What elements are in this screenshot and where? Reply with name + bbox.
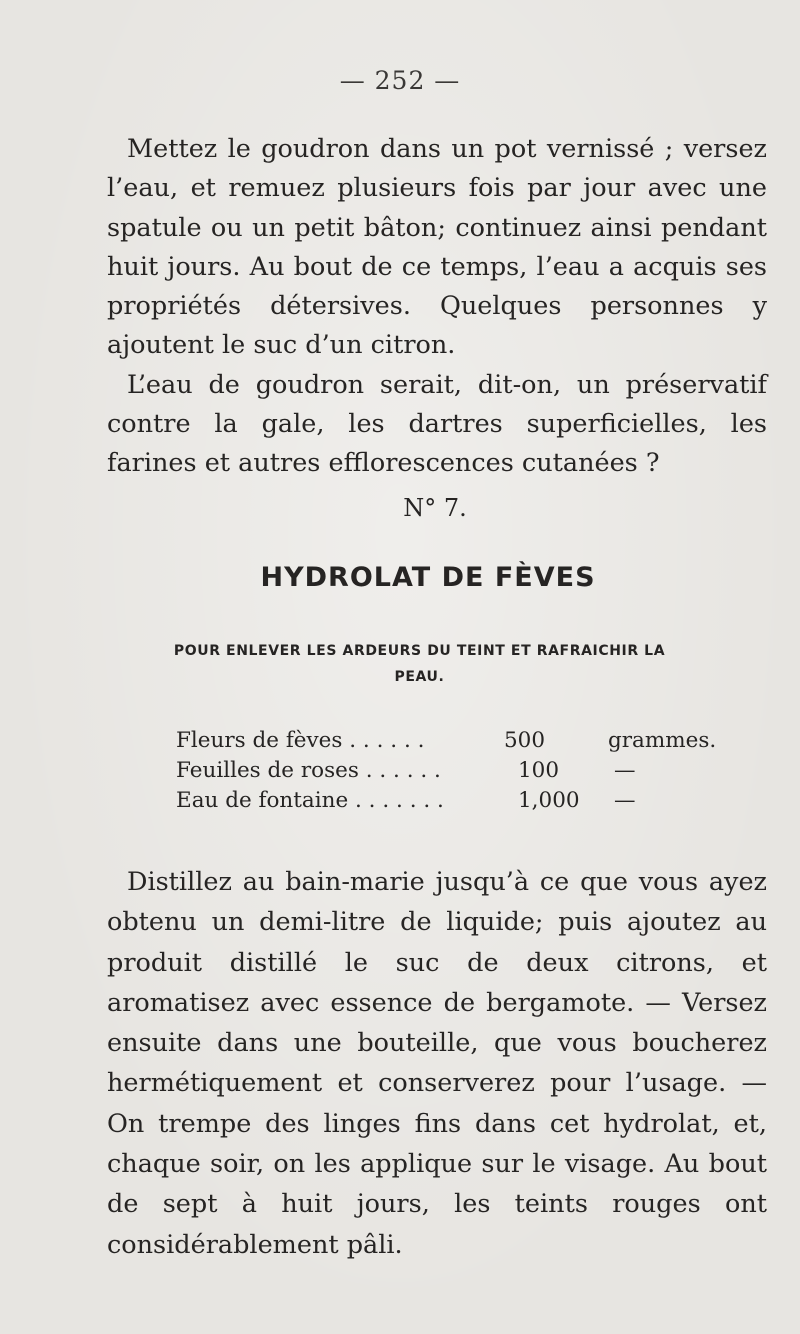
instructions-paragraph: Distillez au bain-marie jusqu’à ce que vous ayez obtenu un demi-litre de liquide; puis ajoutez au produit distillé le suc de deux citrons, et aromatisez avec essence de bergamote. — Versez ensuite dans une bouteille, que vous boucherez hermétiquement et conserverez pour l’usage. — On trempe des linges fins dans cet hydrolat, et, chaque soir, on les applique sur le visage. Au bout de sept à huit jours, les teints rouges ont considérablement pâli.	[107, 867, 767, 1260]
intro-paragraph	[107, 130, 767, 366]
recipe-title: HYDROLAT DE FÈVES	[260, 562, 596, 593]
ingredient-row	[176, 788, 696, 818]
ingredient-quantity: 1,000	[518, 788, 580, 813]
ingredient-name-text: Eau de fontaine	[176, 788, 349, 813]
ingredient-row	[176, 728, 717, 758]
ingredient-list	[176, 728, 717, 818]
ingredient-unit: grammes.	[608, 728, 717, 753]
intro-paragraph-2: L’eau de goudron serait, dit-on, un préservatif contre la gale, les dartres superficielles, les farines et autres efflorescences cutanées ?	[107, 369, 767, 479]
leader-dots: . . . . . . .	[355, 788, 444, 813]
ingredient-name-text: Feuilles de roses	[176, 758, 359, 783]
page-number: — 252 —	[339, 66, 461, 95]
instructions-text	[107, 862, 767, 1265]
ingredient-quantity: 100	[518, 758, 560, 783]
recipe-subtitle: POUR ENLEVER LES ARDEURS DU TEINT ET RAFRAICHIR LA PEAU.	[173, 643, 666, 685]
ingredient-name	[176, 728, 424, 753]
ingredient-row	[176, 758, 696, 788]
leader-dots: . . . . . .	[365, 758, 441, 783]
ingredient-unit: —	[614, 788, 636, 813]
intro-line-1: Mettez le goudron dans un pot vernissé ; versez l’eau,	[107, 134, 767, 204]
intro-line-rest: et remuez plusieurs fois par jour avec une spatule ou un petit bâton; continuez ainsi pendant huit jours. Au bout de ce temps, l’eau a acquis ses propriétés détersives. Quelques personnes y ajoutent le suc d’un citron.	[107, 173, 767, 361]
leader-dots: . . . . . .	[349, 728, 425, 753]
ingredient-quantity: 500	[504, 728, 546, 753]
ingredient-unit: —	[614, 758, 636, 783]
ingredient-name	[176, 788, 444, 813]
recipe-number: N° 7.	[403, 494, 467, 522]
ingredient-name-text: Fleurs de fèves	[176, 728, 343, 753]
intro-text	[107, 130, 767, 484]
ingredient-name	[176, 758, 441, 783]
